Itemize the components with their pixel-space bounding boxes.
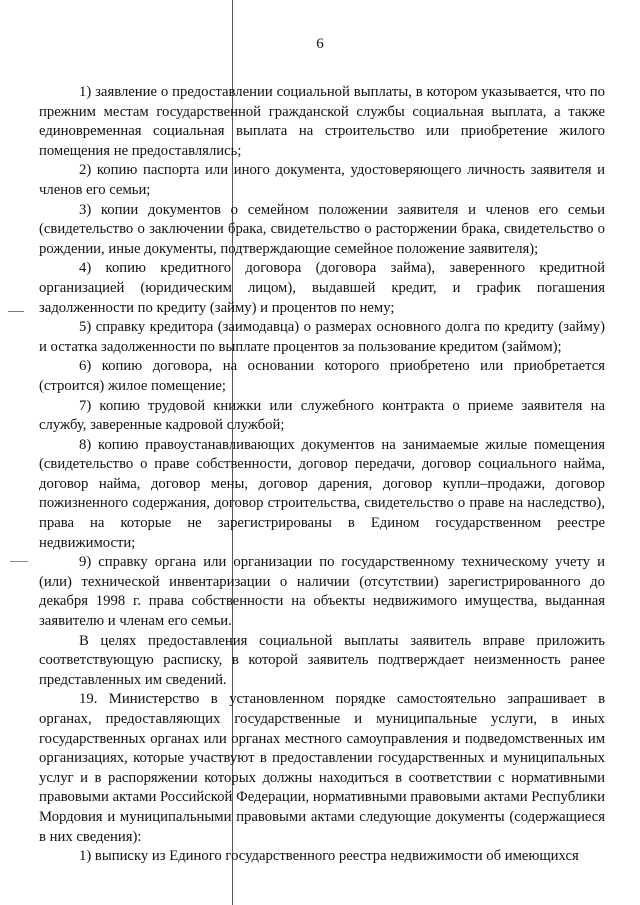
- paragraph: 3) копии документов о семейном положении заявителя и членов его семьи (свидетельство о заключении брака, свидетельство о расторжении брака, свидетельство о рождении, иные документы, подтверждающие семейное положение заявителя);: [39, 201, 605, 257]
- paragraph: 1) заявление о предоставлении социальной выплаты, в котором указывается, что по прежним местам государственной гражданской службы социальная выплата, а также единовременная социальная выплата на строительство или приобретение жилого помещения не предоставлялись;: [39, 84, 605, 159]
- paragraph: 19. Министерство в установленном порядке самостоятельно запрашивает в органах, предоставляющих государственные и муниципальные услуги, в иных государственных органах или органах местного самоуправления и подведомственных им организациях, которые участвуют в предоставлении государственных и муниципальных услуг и в распоряжении которых должны находиться в соответствии с нормативными правовыми актами Российской Федерации, нормативными правовыми актами Республики Мордовия и муниципальными правовыми актами следующие документы (содержащиеся в них сведения):: [39, 691, 605, 845]
- paragraph: 7) копию трудовой книжки или служебного контракта о приеме заявителя на службу, заверенные кадровой службой;: [39, 397, 605, 434]
- paragraph: 4) копию кредитного договора (договора займа), заверенного кредитной организацией (юридическим лицом), выдавшей кредит, и график погашения задолженности по кредиту (займу) и процентов по нему;: [39, 260, 605, 316]
- paragraph: 8) копию правоустанавливающих документов на занимаемые жилые помещения (свидетельство о праве собственности, договор передачи, договор социального найма, договор найма, договор мены, договор дарения, договор купли–продажи, договор пожизненного содержания, договор строительства, свидетельство о праве на наследство), права на которые не зарегистрированы в Едином государственном реестре недвижимости;: [39, 436, 605, 551]
- document-body: [39, 83, 605, 867]
- paragraph: 2) копию паспорта или иного документа, удостоверяющего личность заявителя и членов его семьи;: [39, 162, 605, 198]
- paragraph: В целях предоставления социальной выплаты заявитель вправе приложить соответствующую расписку, в которой заявитель подтверждает неизменность ранее представленных им сведений.: [39, 632, 605, 688]
- margin-mark: [8, 311, 24, 312]
- paragraph: 6) копию договора, на основании которого приобретено или приобретается (строится) жилое помещение;: [39, 358, 605, 394]
- paragraph: 9) справку органа или организации по государственному техническому учету и (или) технической инвентаризации о наличии (отсутствии) зарегистрированного до декабря 1998 г. права собственности на объекты недвижимого имущества, выданная заявителю и членам его семьи.: [39, 554, 605, 630]
- paragraph: 5) справку кредитора (заимодавца) о размерах основного долга по кредиту (займу) и остатка задолженности по выплате процентов за пользование кредитом (займом);: [39, 319, 605, 355]
- paragraph: 1) выписку из Единого государственного реестра недвижимости об имеющихся: [79, 848, 579, 865]
- margin-mark: [10, 561, 28, 562]
- page-number: 6: [316, 36, 324, 52]
